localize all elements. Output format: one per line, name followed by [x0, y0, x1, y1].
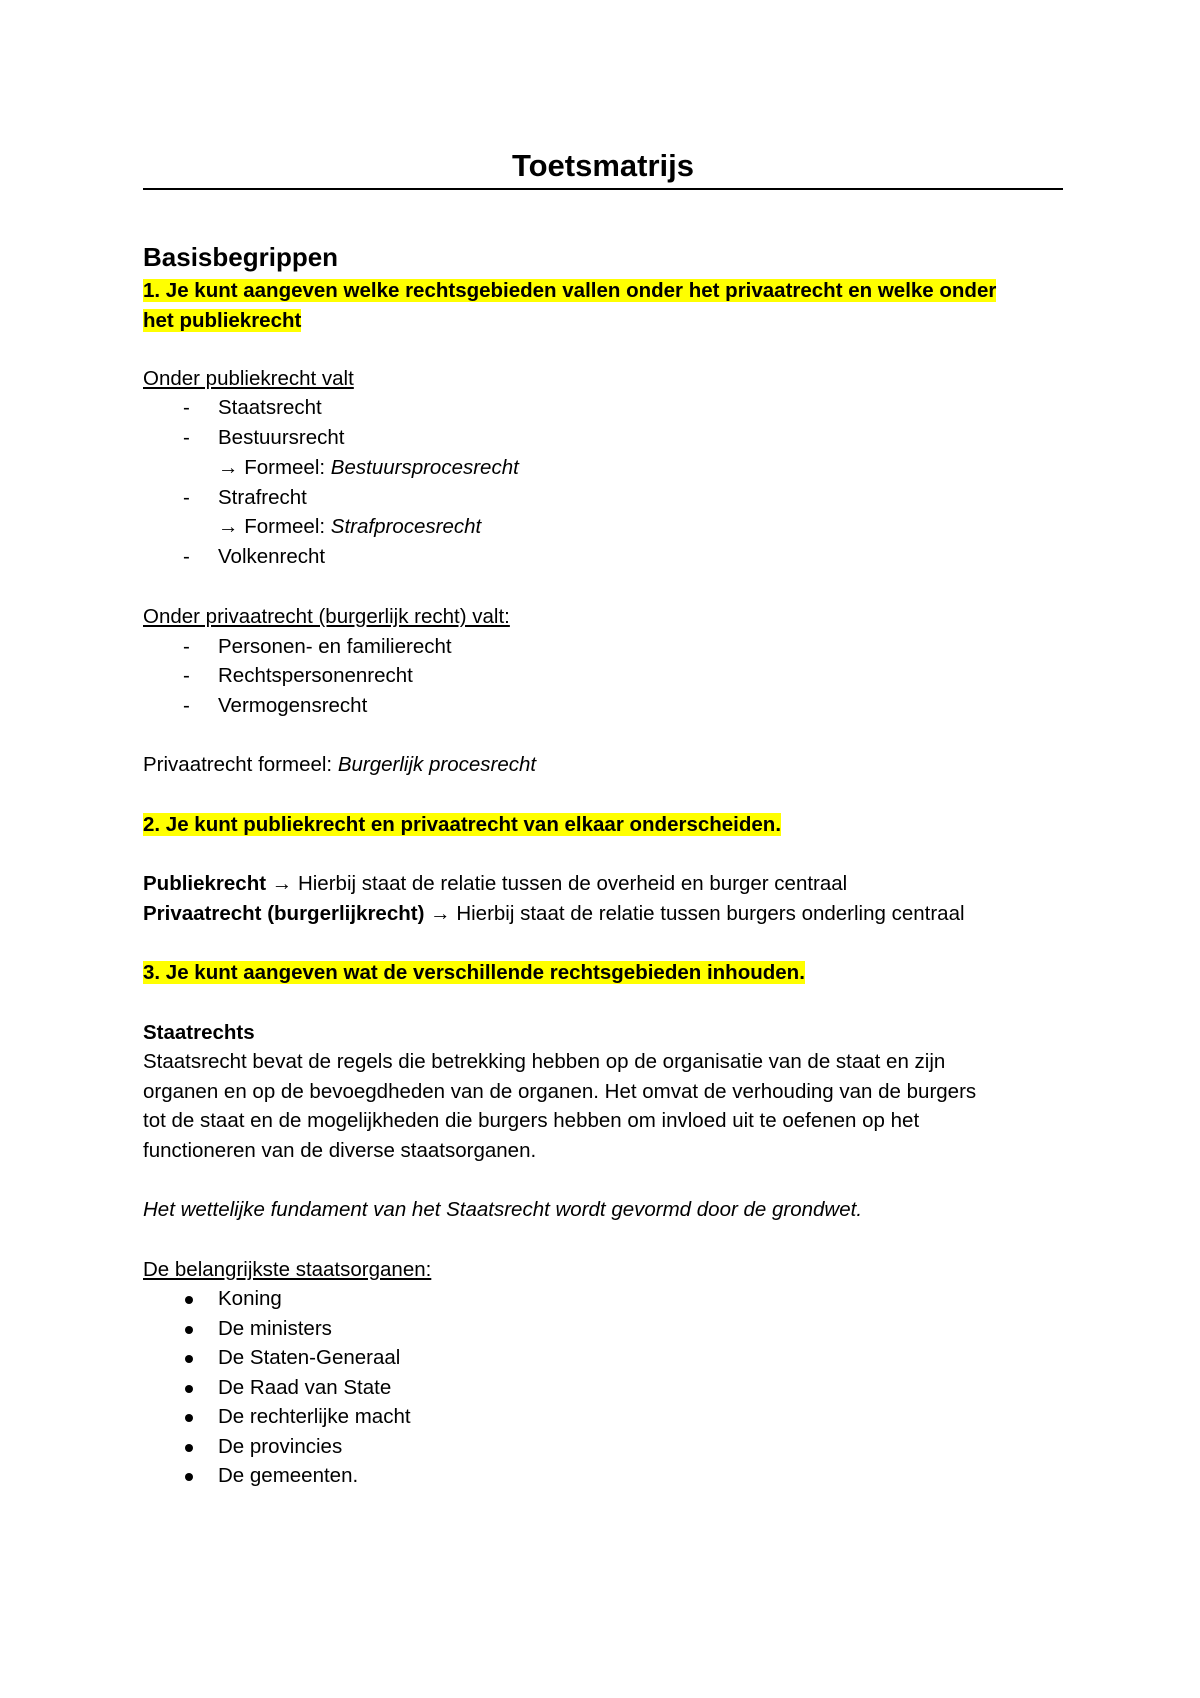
dash-marker: -: [183, 426, 190, 449]
formeel-label: Formeel:: [244, 515, 326, 538]
question-3-text: 3. Je kunt aangeven wat de verschillende rechtsgebieden inhouden.: [143, 961, 805, 984]
bullet-icon: [185, 1385, 193, 1393]
arrow-icon: →: [218, 456, 239, 479]
privaatrecht-formeel-label: Privaatrecht formeel:: [143, 753, 333, 776]
dash-marker: -: [183, 664, 190, 687]
arrow-icon: →: [271, 872, 293, 895]
bestuur-formeel-row: [218, 453, 519, 483]
list-item-label: De gemeenten.: [218, 1464, 359, 1487]
question-1-line-2: [143, 306, 301, 336]
privaatrecht-definition: [143, 899, 965, 929]
list-item-label: Volkenrecht: [218, 545, 326, 568]
list-item-label: Personen- en familierecht: [218, 635, 452, 658]
bullet-icon: [185, 1444, 193, 1452]
paragraph-line: Staatsrecht bevat de regels die betrekking hebben op de organisatie van de staat en zijn: [143, 1050, 946, 1073]
dash-marker: -: [183, 545, 190, 568]
question-1-text-1: 1. Je kunt aangeven welke rechtsgebieden vallen onder het privaatrecht en welke onder: [143, 279, 997, 302]
question-2-heading: [143, 810, 781, 840]
publiekrecht-definition-text: Hierbij staat de relatie tussen de overheid en burger centraal: [297, 872, 848, 895]
list-item-label: De ministers: [218, 1317, 332, 1340]
list-item-label: Strafrecht: [218, 486, 307, 509]
privaatrecht-formeel-value: Burgerlijk procesrecht: [337, 753, 537, 776]
question-3-heading: [143, 958, 805, 988]
list-item-label: De Staten-Generaal: [218, 1346, 401, 1369]
list-item-label: De provincies: [218, 1435, 343, 1458]
paragraph-line: functioneren van de diverse staatsorganen.: [143, 1139, 537, 1162]
list-item-label: De rechterlijke macht: [218, 1405, 411, 1428]
dash-marker: -: [183, 486, 190, 509]
bullet-icon: [185, 1326, 193, 1334]
privaatrecht-formeel-row: [143, 750, 536, 780]
document-title: Toetsmatrijs: [511, 148, 695, 183]
paragraph-line: tot de staat en de mogelijkheden die burgers hebben om invloed uit te oefenen op het: [143, 1109, 920, 1132]
title-underline-rule: [143, 188, 1063, 190]
bullet-icon: [185, 1473, 193, 1481]
privaatrecht-definition-text: Hierbij staat de relatie tussen burgers onderling centraal: [456, 902, 965, 925]
dash-marker: -: [183, 694, 190, 717]
list-item-label: De Raad van State: [218, 1376, 392, 1399]
list-item-label: Rechtspersonenrecht: [218, 664, 413, 687]
paragraph-line: organen en op de bevoegdheden van de organen. Het omvat de verhouding van de burgers: [143, 1080, 977, 1103]
staatsorganen-heading: De belangrijkste staatsorganen:: [143, 1258, 432, 1281]
bullet-icon: [185, 1296, 193, 1304]
arrow-icon: →: [430, 902, 451, 925]
list-item-label: Bestuursrecht: [218, 426, 345, 449]
list-item-label: Koning: [218, 1287, 282, 1310]
straf-formeel-value: Strafprocesrecht: [330, 515, 482, 538]
privaatrecht-heading: Onder privaatrecht (burgerlijk recht) valt:: [143, 605, 510, 628]
dash-marker: -: [183, 396, 190, 419]
arrow-icon: →: [218, 515, 239, 538]
straf-formeel-row: [218, 512, 481, 542]
question-1-text-2: het publiekrecht: [143, 309, 302, 332]
section-title: Basisbegrippen: [143, 242, 339, 272]
dash-marker: -: [183, 635, 190, 658]
bullet-icon: [185, 1414, 193, 1422]
staatsrecht-subheading: Staatrechts: [143, 1021, 255, 1044]
grondwet-note: Het wettelijke fundament van het Staatsrecht wordt gevormd door de grondwet.: [143, 1198, 863, 1221]
question-1-line-1: [143, 276, 996, 306]
bullet-icon: [185, 1355, 193, 1363]
publiekrecht-heading: Onder publiekrecht valt: [143, 367, 354, 390]
list-item-label: Vermogensrecht: [218, 694, 368, 717]
publiekrecht-label: Publiekrecht: [143, 872, 267, 895]
bestuur-formeel-value: Bestuursprocesrecht: [330, 456, 519, 479]
list-item-label: Staatsrecht: [218, 396, 322, 419]
privaatrecht-label: Privaatrecht (burgerlijkrecht): [143, 902, 425, 925]
publiekrecht-definition: [143, 869, 847, 899]
formeel-label: Formeel:: [244, 456, 326, 479]
question-2-text: 2. Je kunt publiekrecht en privaatrecht van elkaar onderscheiden.: [143, 813, 782, 836]
